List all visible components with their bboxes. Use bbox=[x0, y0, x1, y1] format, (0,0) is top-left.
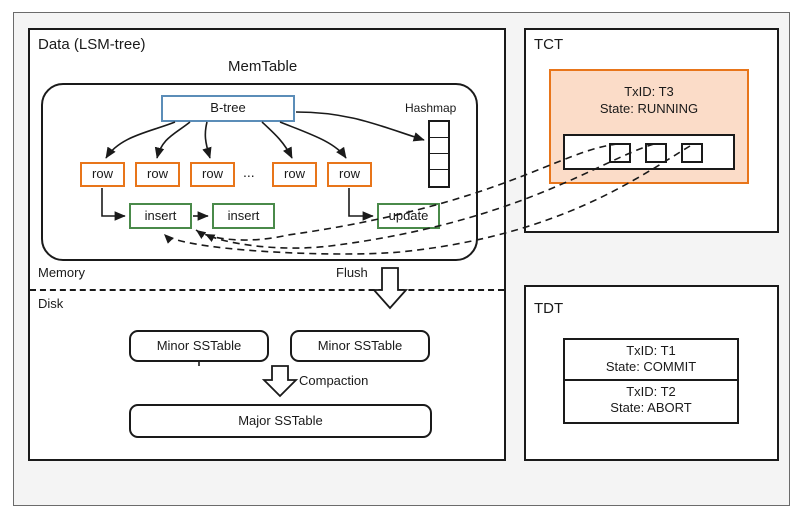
tdt-row-2-txid: TxID: T2 bbox=[626, 384, 676, 399]
rows-ellipsis: ... bbox=[243, 164, 255, 180]
major-sstable: Major SSTable bbox=[129, 404, 432, 438]
minor-sstable-1: Minor SSTable bbox=[129, 330, 269, 362]
disk-label: Disk bbox=[38, 296, 64, 311]
data-panel-title: Data (LSM-tree) bbox=[38, 36, 146, 53]
flush-label: Flush bbox=[336, 265, 368, 280]
tct-chain-node-3 bbox=[681, 143, 703, 163]
tdt-row-2-state: State: ABORT bbox=[610, 400, 692, 416]
tct-txid: TxID: T3 bbox=[624, 84, 674, 99]
row-box-3: row bbox=[190, 162, 235, 187]
tdt-row-1-state: State: COMMIT bbox=[605, 359, 697, 375]
minor-sstable-2: Minor SSTable bbox=[290, 330, 430, 362]
op-box-insert-2: insert bbox=[212, 203, 275, 229]
tct-panel-title: TCT bbox=[534, 36, 564, 53]
tdt-row-2 bbox=[565, 381, 737, 422]
tct-state: State: RUNNING bbox=[599, 100, 699, 116]
row-box-1: row bbox=[80, 162, 125, 187]
hashmap-label: Hashmap bbox=[405, 101, 457, 115]
tct-transaction-info bbox=[549, 84, 749, 118]
row-box-5: row bbox=[327, 162, 372, 187]
compaction-label: Compaction bbox=[299, 373, 369, 388]
op-box-insert-1: insert bbox=[129, 203, 192, 229]
tct-chain-container bbox=[563, 134, 735, 170]
row-box-2: row bbox=[135, 162, 180, 187]
btree-box: B-tree bbox=[161, 95, 295, 122]
tdt-row-1 bbox=[565, 340, 737, 381]
tdt-table bbox=[563, 338, 739, 424]
op-box-update: update bbox=[377, 203, 440, 229]
tdt-row-1-txid: TxID: T1 bbox=[626, 343, 676, 358]
tct-chain-node-2 bbox=[645, 143, 667, 163]
memtable-label: MemTable bbox=[228, 58, 298, 75]
memory-label: Memory bbox=[38, 265, 85, 280]
hashmap-grid bbox=[428, 120, 450, 188]
tdt-panel-title: TDT bbox=[534, 300, 564, 317]
memory-disk-divider bbox=[30, 289, 504, 291]
tct-chain-node-1 bbox=[609, 143, 631, 163]
row-box-4: row bbox=[272, 162, 317, 187]
